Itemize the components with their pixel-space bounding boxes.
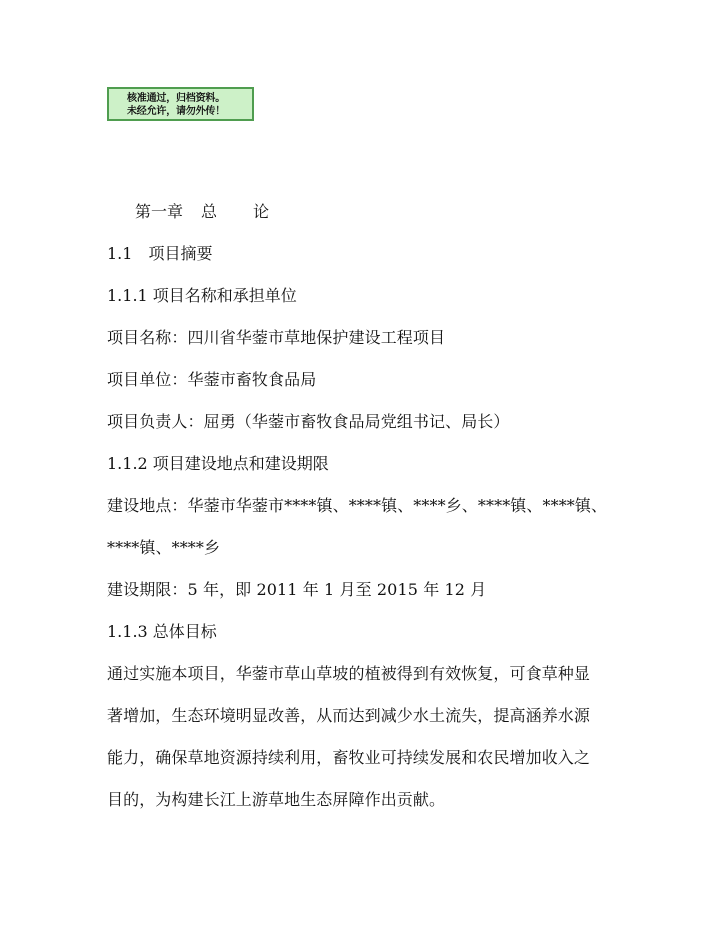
section-heading-1-1-2: 1.1.2 项目建设地点和建设期限 bbox=[107, 454, 329, 473]
project-leader: 项目负责人：屈勇（华蓥市畜牧食品局党组书记、局长） bbox=[107, 412, 510, 431]
construction-site-line-2: ****镇、****乡 bbox=[107, 538, 221, 557]
goal-line-2: 著增加，生态环境明显改善，从而达到减少水土流失，提高涵养水源 bbox=[107, 706, 591, 725]
construction-period: 建设期限：5 年，即 2011 年 1 月至 2015 年 12 月 bbox=[107, 580, 487, 599]
section-heading-1-1-1: 1.1.1 项目名称和承担单位 bbox=[107, 286, 297, 305]
goal-line-4: 目的，为构建长江上游草地生态屏障作出贡献。 bbox=[107, 790, 446, 809]
chapter-word-1: 总 bbox=[201, 202, 218, 221]
chapter-title bbox=[107, 191, 627, 233]
project-name: 项目名称：四川省华蓥市草地保护建设工程项目 bbox=[107, 328, 446, 347]
project-unit: 项目单位：华蓥市畜牧食品局 bbox=[107, 370, 317, 389]
chapter-number: 第一章 bbox=[135, 202, 184, 221]
chapter-word-2: 论 bbox=[253, 202, 270, 221]
document-body bbox=[107, 191, 627, 821]
stamp-line-1: 核准通过，归档资料。 bbox=[127, 93, 225, 104]
approval-stamp bbox=[107, 87, 254, 121]
stamp-line-2: 未经允许，请勿外传！ bbox=[127, 106, 225, 117]
goal-line-3: 能力，确保草地资源持续利用，畜牧业可持续发展和农民增加收入之 bbox=[107, 748, 591, 767]
goal-line-1: 通过实施本项目，华蓥市草山草坡的植被得到有效恢复，可食草种显 bbox=[107, 664, 591, 683]
construction-site-line-1: 建设地点：华蓥市华蓥市****镇、****镇、****乡、****镇、****镇、 bbox=[107, 496, 608, 515]
section-heading-1-1-3: 1.1.3 总体目标 bbox=[107, 622, 217, 641]
section-heading-1-1: 1.1 项目摘要 bbox=[107, 244, 213, 263]
